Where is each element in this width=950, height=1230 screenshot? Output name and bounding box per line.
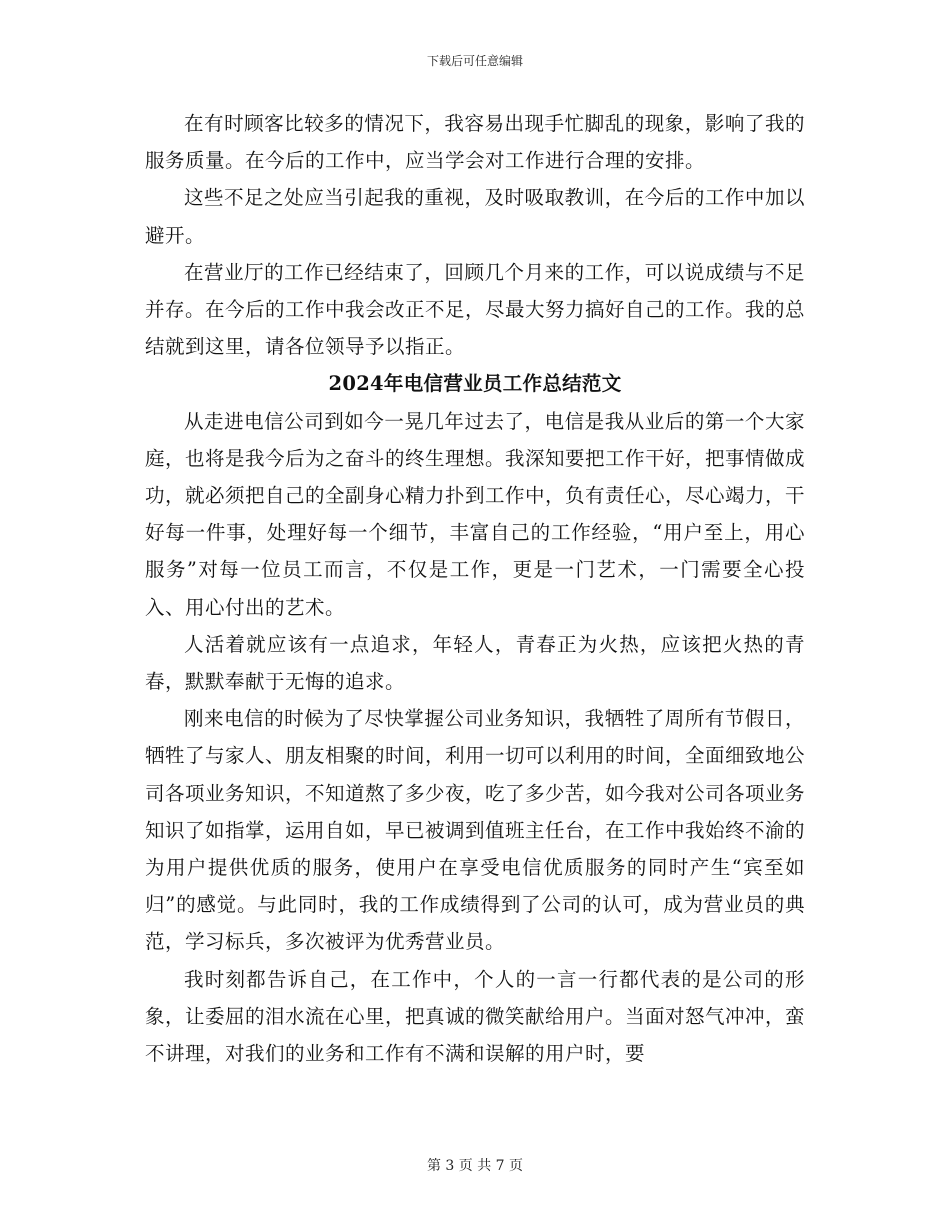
page-header: 下载后可任意编辑 <box>426 54 523 68</box>
paragraph: 这些不足之处应当引起我的重视，及时吸取教训，在今后的工作中加以避开。 <box>145 186 805 247</box>
paragraph: 刚来电信的时候为了尽快掌握公司业务知识，我牺牲了周所有节假日，牺牲了与家人、朋友相聚的时间，利用一切可以利用的时间，全面细致地公司各项业务知识，不知道熬了多少夜，吃了多少苦，如今我对公司各项业务知识了如指掌，运用自如，早已被调到值班主任台，在工作中我始终不渝的为用户提供优质的服务，使用户在享受电信优质服务的同时产生“宾至如归”的感觉。与此同时，我的工作成绩得到了公司的认可，成为营业员的典范，学习标兵，多次被评为优秀营业员。 <box>145 707 806 954</box>
paragraph: 我时刻都告诉自己，在工作中，个人的一言一行都代表的是公司的形象，让委屈的泪水流在心里，把真诚的微笑献给用户。当面对怒气冲冲，蛮不讲理，对我们的业务和工作有不满和误解的用户时，要 <box>145 967 806 1066</box>
section-title: 2024年电信营业员工作总结范文 <box>328 372 622 396</box>
paragraph: 在营业厅的工作已经结束了，回顾几个月来的工作，可以说成绩与不足并存。在今后的工作中我会改正不足，尽最大努力搞好自己的工作。我的总结就到这里，请各位领导予以指正。 <box>145 260 806 359</box>
paragraph: 在有时顾客比较多的情况下，我容易出现手忙脚乱的现象，影响了我的服务质量。在今后的工作中，应当学会对工作进行合理的安排。 <box>145 112 805 173</box>
paragraph: 人活着就应该有一点追求，年轻人，青春正为火热，应该把火热的青春，默默奉献于无悔的追求。 <box>145 632 805 694</box>
page-footer: 第 3 页 共 7 页 <box>426 1158 524 1174</box>
paragraph: 从走进电信公司到如今一晃几年过去了，电信是我从业后的第一个大家庭，也将是我今后为之奋斗的终生理想。我深知要把工作干好，把事情做成功，就必须把自己的全副身心精力扑到工作中，负有责任心，尽心竭力，干好每一件事，处理好每一个细节，丰富自己的工作经验，“用户至上，用心服务”对每一位员工而言，不仅是工作，更是一门艺术，一门需要全心投入、用心付出的艺术。 <box>145 409 806 619</box>
document-body <box>145 105 805 1072</box>
